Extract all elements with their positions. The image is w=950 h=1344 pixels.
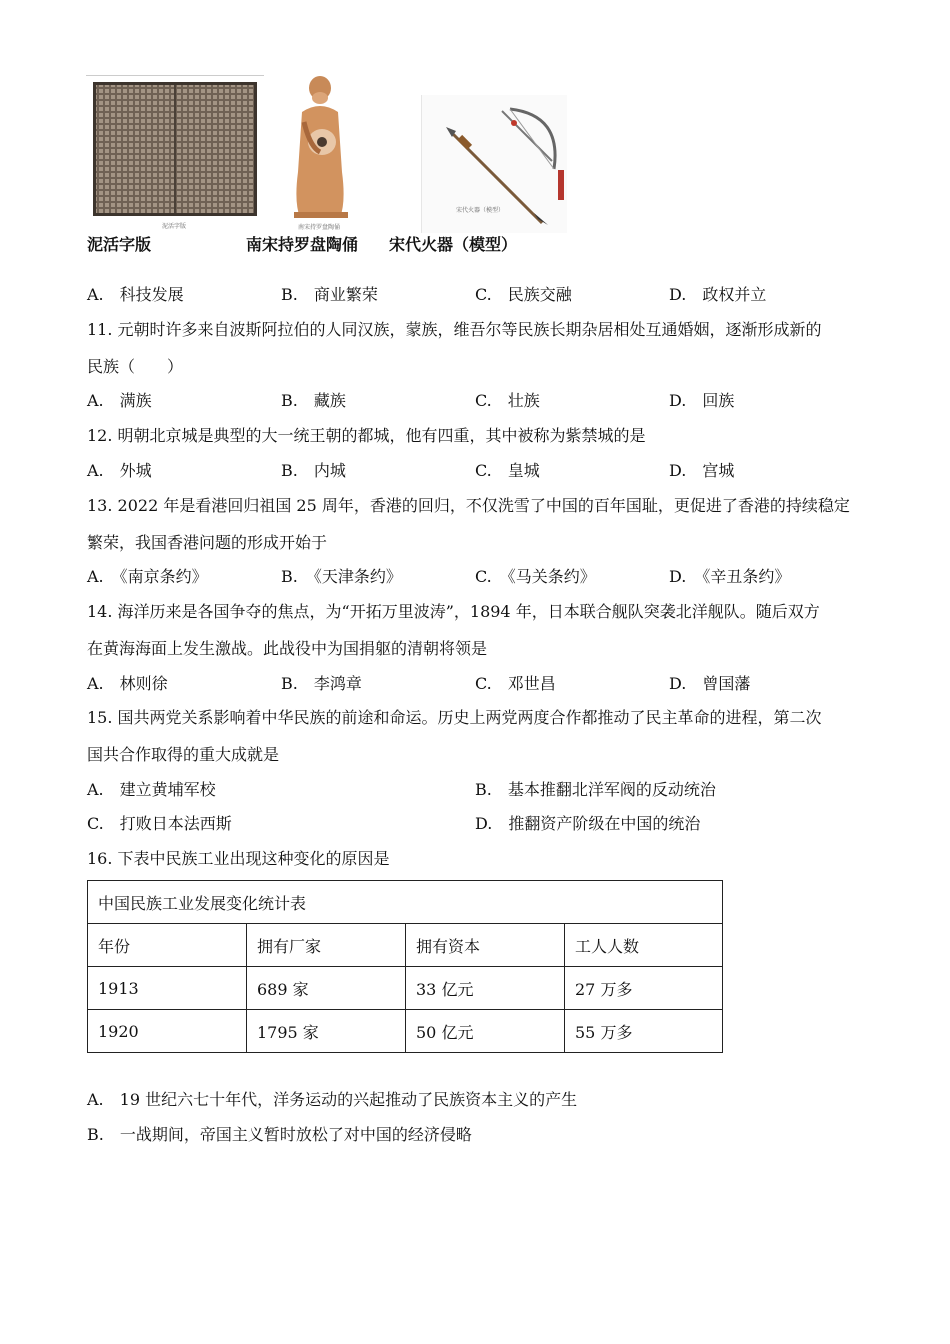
q15-option-c: C. 打败日本法西斯 [87,814,232,833]
table-title: 中国民族工业发展变化统计表 [88,881,723,924]
q10-option-b: B. 商业繁荣 [281,285,378,304]
q14-option-d: D. 曾国藩 [669,674,751,693]
q14-option-c: C. 邓世昌 [475,674,556,693]
image-caption-firearm: 宋代火器（模型） [389,235,518,254]
q12-stem-line1: 12. 明朝北京城是典型的大一统王朝的都城，他有四重，其中被称为紫禁城的是 [87,426,646,445]
q12-option-a: A. 外城 [87,461,152,480]
q15-option-d: D. 推翻资产阶级在中国的统治 [475,814,701,833]
table-cell: 1920 [88,1010,247,1053]
q10-option-d: D. 政权并立 [669,285,767,304]
q11-option-a: A. 满族 [87,391,152,410]
industry-stats-table [87,880,723,1053]
table-header-cell: 拥有厂家 [247,924,406,967]
compass-figurine-image [280,72,364,230]
q14-option-b: B. 李鸿章 [281,674,362,693]
q14-option-a: A. 林则徐 [87,674,168,693]
table-header-cell: 拥有资本 [406,924,565,967]
q13-option-a: A. 《南京条约》 [87,567,208,586]
table-title-row [88,881,723,924]
q14-stem-line2: 在黄海海面上发生激战。此战役中为国捐躯的清朝将领是 [87,639,488,658]
q12-option-c: C. 皇城 [475,461,540,480]
q12-option-d: D. 宫城 [669,461,735,480]
table-cell: 50 亿元 [406,1010,565,1053]
q11-stem-line2: 民族（ ） [87,357,184,376]
table-cell: 1913 [88,967,247,1010]
q12-option-b: B. 内城 [281,461,346,480]
compass-figurine-inner-label: 南宋持罗盘陶俑 [298,224,341,230]
q13-option-d: D. 《辛丑条约》 [669,567,791,586]
table-row [88,967,723,1010]
q10-option-a: A. 科技发展 [87,285,184,304]
table-row [88,1010,723,1053]
image-caption-figurine: 南宋持罗盘陶俑 [246,235,359,254]
clay-type-board-image [86,75,264,231]
q15-option-a: A. 建立黄埔军校 [87,780,216,799]
q11-stem-line1: 11. 元朝时许多来自波斯阿拉伯的人同汉族，蒙族，维吾尔等民族长期杂居相处互通婚姻，逐渐形成新的 [87,320,822,339]
q13-option-c: C. 《马关条约》 [475,567,596,586]
clay-type-board-inner-label: 泥活字版 [162,223,187,230]
q15-stem-line1: 15. 国共两党关系影响着中华民族的前途和命运。历史上两党两度合作都推动了民主革命的进程，第二次 [87,708,822,727]
q13-stem-line2: 繁荣，我国香港问题的形成开始于 [87,533,328,552]
q11-option-b: B. 藏族 [281,391,346,410]
compass-figurine-icon [280,72,364,230]
table-header-row [88,924,723,967]
clay-type-board-icon [86,76,264,231]
table-cell: 689 家 [247,967,406,1010]
q11-option-d: D. 回族 [669,391,735,410]
q15-option-b: B. 基本推翻北洋军阀的反动统治 [475,780,716,799]
q13-option-b: B. 《天津条约》 [281,567,402,586]
table-cell: 1795 家 [247,1010,406,1053]
q16-option-b: B. 一战期间，帝国主义暂时放松了对中国的经济侵略 [87,1125,472,1144]
table-cell: 33 亿元 [406,967,565,1010]
q11-option-c: C. 壮族 [475,391,540,410]
firearm-model-image [421,95,567,233]
image-caption-clay-type: 泥活字版 [87,235,152,254]
table-cell: 55 万多 [565,1010,723,1053]
q15-stem-line2: 国共合作取得的重大成就是 [87,745,280,764]
q16-option-a: A. 19 世纪六七十年代，洋务运动的兴起推动了民族资本主义的产生 [87,1090,578,1109]
q13-stem-line1: 13. 2022 年是看港回归祖国 25 周年，香港的回归，不仅洗雪了中国的百年国耻，更促进了香港的持续稳定 [87,496,850,515]
q16-stem-line1: 16. 下表中民族工业出现这种变化的原因是 [87,849,390,868]
q14-stem-line1: 14. 海洋历来是各国争夺的焦点，为“开拓万里波涛”，1894 年，日本联合舰队突袭北洋舰队。随后双方 [87,602,820,621]
q10-option-c: C. 民族交融 [475,285,572,304]
table-header-cell: 年份 [88,924,247,967]
table-header-cell: 工人人数 [565,924,723,967]
firearm-model-inner-label: 宋代火器（模型） [456,207,505,214]
table-cell: 27 万多 [565,967,723,1010]
